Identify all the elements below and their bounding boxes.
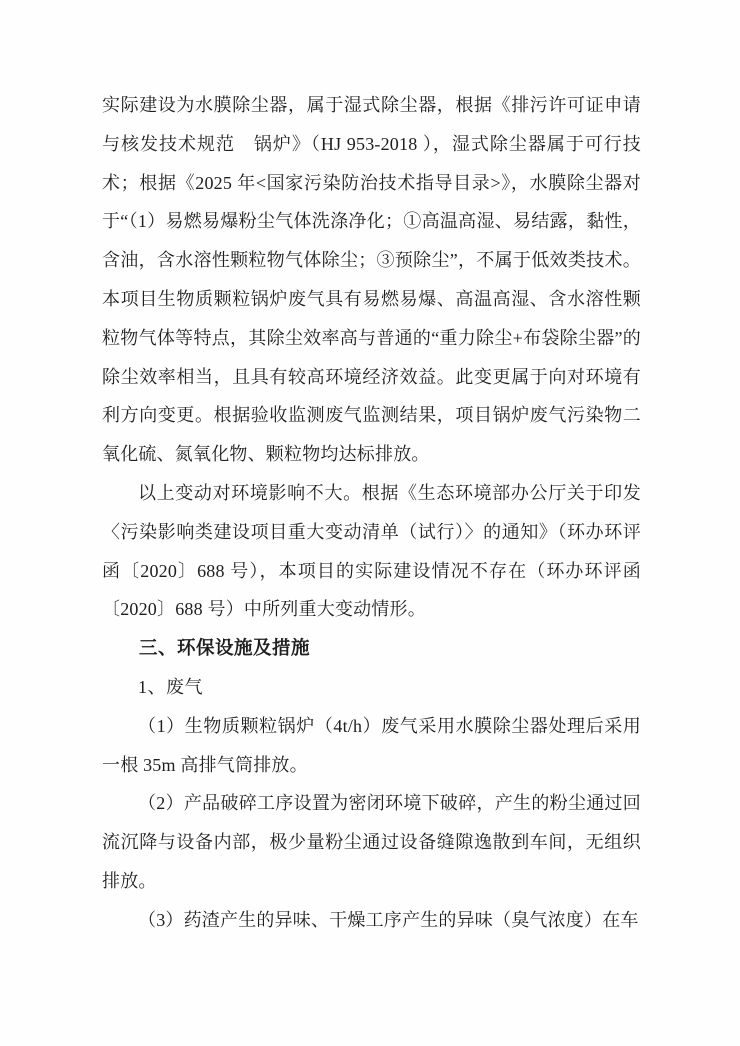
section-heading-environmental-facilities: 三、环保设施及措施	[139, 637, 311, 659]
subsection-label-waste-gas: 1、废气	[138, 676, 203, 697]
document-body	[102, 86, 641, 940]
paragraph-boiler-stack: （1）生物质颗粒锅炉（4t/h）废气采用水膜除尘器处理后采用一根 35m 高排气筒排放。	[102, 715, 641, 775]
paragraph-dust-collector-change: 实际建设为水膜除尘器，属于湿式除尘器，根据《排污许可证申请与核发技术规范 锅炉》（HJ 953-2018 ），湿式除尘器属于可行技术；根据《2025 年<国家污染防治技术指导目录>》，水膜除尘器对于“（1）易燃易爆粉尘气体洗涤净化；①高温高湿、易结露，黏性，含油，含水溶性颗粒物气体除尘；③预除尘”，不属于低效类技术。本项目生物质颗粒锅炉废气具有易燃易爆、高温高湿、含水溶性颗粒物气体等特点，其除尘效率高与普通的“重力除尘+布袋除尘器”的除尘效率相当，且具有较高环境经济效益。此变更属于向对环境有利方向变更。根据验收监测废气监测结果，项目锅炉废气污染物二氧化硫、氮氧化物、颗粒物均达标排放。	[102, 95, 641, 465]
paragraph-major-change-conclusion: 以上变动对环境影响不大。根据《生态环境部办公厅关于印发〈污染影响类建设项目重大变动清单（试行）〉的通知》（环办环评函〔2020〕688 号），本项目的实际建设情况不存在（环办环评函〔2020〕688 号）中所列重大变动情形。	[102, 482, 641, 620]
paragraph-odor-cutoff: （3）药渣产生的异味、干燥工序产生的异味（臭气浓度）在车	[138, 909, 639, 930]
paragraph-crushing-dust: （2）产品破碎工序设置为密闭环境下破碎，产生的粉尘通过回流沉降与设备内部，极少量粉尘通过设备缝隙逸散到车间，无组织排放。	[102, 793, 641, 891]
